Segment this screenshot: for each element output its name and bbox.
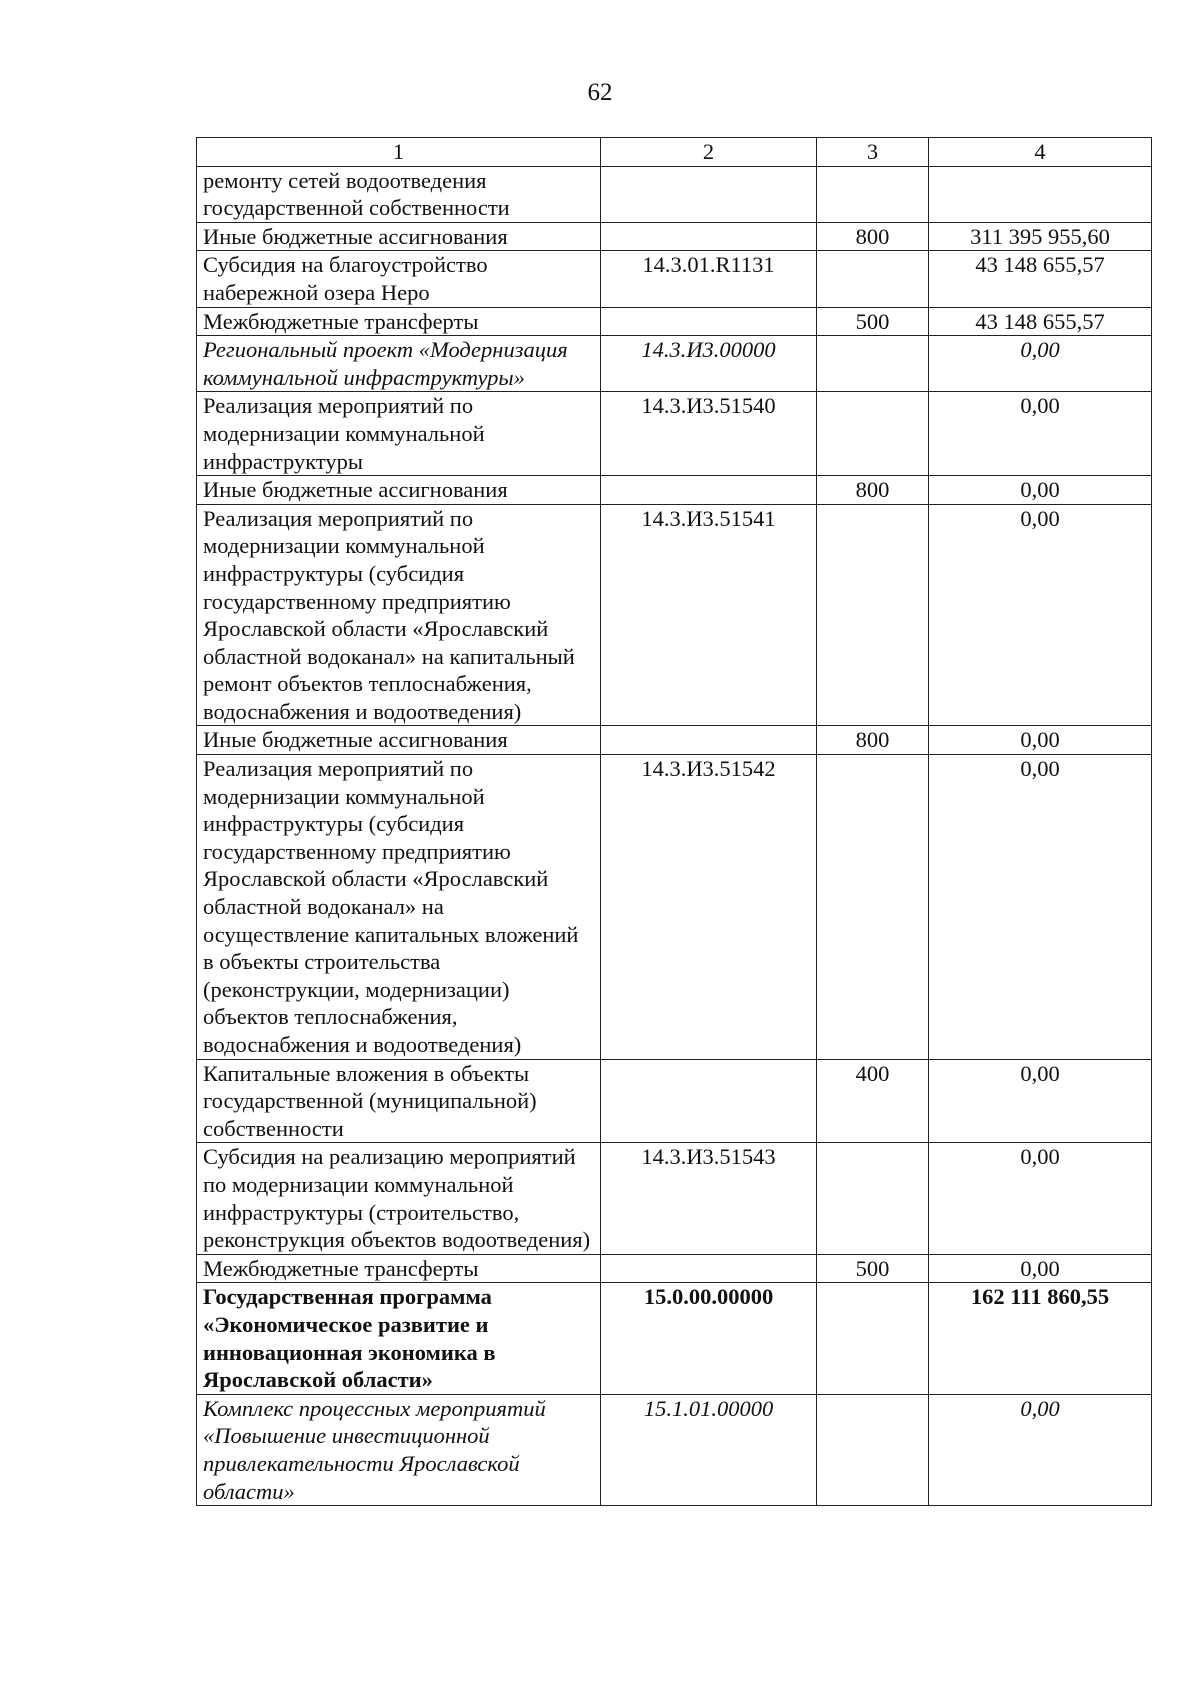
row-expense-type-cell <box>817 504 929 726</box>
row-expense-type-cell <box>817 755 929 1060</box>
row-amount-cell: 0,00 <box>929 1254 1152 1283</box>
row-amount-cell <box>929 166 1152 222</box>
header-col-1: 1 <box>197 138 601 167</box>
row-code-cell <box>601 166 817 222</box>
row-code-cell: 14.3.И3.51540 <box>601 392 817 476</box>
row-expense-type-cell <box>817 392 929 476</box>
row-amount-cell: 43 148 655,57 <box>929 251 1152 307</box>
row-expense-type-cell: 400 <box>817 1059 929 1143</box>
table-row <box>197 726 1152 755</box>
row-name-cell: Иные бюджетные ассигнования <box>197 476 601 505</box>
row-amount-cell: 0,00 <box>929 336 1152 392</box>
row-code-cell <box>601 1254 817 1283</box>
row-name-cell: Иные бюджетные ассигнования <box>197 726 601 755</box>
row-amount-cell: 0,00 <box>929 476 1152 505</box>
row-amount-cell: 0,00 <box>929 755 1152 1060</box>
row-code-cell: 14.3.01.R1131 <box>601 251 817 307</box>
table-row <box>197 251 1152 307</box>
page-number: 62 <box>587 79 613 106</box>
row-code-cell <box>601 222 817 251</box>
row-name-cell: Реализация мероприятий по модернизации коммунальной инфраструктуры <box>197 392 601 476</box>
table-row <box>197 307 1152 336</box>
row-amount-cell: 43 148 655,57 <box>929 307 1152 336</box>
row-amount-cell: 0,00 <box>929 1059 1152 1143</box>
row-code-cell <box>601 307 817 336</box>
budget-table <box>196 137 1152 1506</box>
table-row <box>197 1254 1152 1283</box>
table-row <box>197 1059 1152 1143</box>
row-code-cell: 14.3.И3.51541 <box>601 504 817 726</box>
header-col-4: 4 <box>929 138 1152 167</box>
row-expense-type-cell <box>817 1283 929 1394</box>
row-expense-type-cell: 800 <box>817 476 929 505</box>
row-name-cell: Субсидия на благоустройство набережной озера Неро <box>197 251 601 307</box>
table-row <box>197 222 1152 251</box>
table-row <box>197 1394 1152 1505</box>
row-expense-type-cell: 800 <box>817 726 929 755</box>
row-code-cell: 14.3.И3.51542 <box>601 755 817 1060</box>
row-amount-cell: 0,00 <box>929 726 1152 755</box>
table-header-row <box>197 138 1152 167</box>
row-code-cell: 15.1.01.00000 <box>601 1394 817 1505</box>
row-code-cell: 14.3.И3.00000 <box>601 336 817 392</box>
row-name-cell: Субсидия на реализацию мероприятий по модернизации коммунальной инфраструктуры (строительство, реконструкция объектов водоотведения) <box>197 1143 601 1254</box>
row-code-cell <box>601 726 817 755</box>
row-name-cell: Иные бюджетные ассигнования <box>197 222 601 251</box>
row-name-cell: Капитальные вложения в объекты государственной (муниципальной) собственности <box>197 1059 601 1143</box>
row-amount-cell: 0,00 <box>929 1394 1152 1505</box>
row-code-cell <box>601 476 817 505</box>
row-name-cell: Региональный проект «Модернизация коммунальной инфраструктуры» <box>197 336 601 392</box>
row-expense-type-cell <box>817 251 929 307</box>
row-name-cell: Комплекс процессных мероприятий «Повышение инвестиционной привлекательности Ярославской области» <box>197 1394 601 1505</box>
row-name-cell: Межбюджетные трансферты <box>197 1254 601 1283</box>
row-amount-cell: 0,00 <box>929 392 1152 476</box>
header-col-2: 2 <box>601 138 817 167</box>
row-code-cell <box>601 1059 817 1143</box>
row-expense-type-cell: 500 <box>817 307 929 336</box>
table-row <box>197 1283 1152 1394</box>
row-name-cell: Государственная программа «Экономическое развитие и инновационная экономика в Ярославской области» <box>197 1283 601 1394</box>
row-expense-type-cell <box>817 166 929 222</box>
header-col-3: 3 <box>817 138 929 167</box>
row-expense-type-cell <box>817 1394 929 1505</box>
row-name-cell: Реализация мероприятий по модернизации коммунальной инфраструктуры (субсидия государственному предприятию Ярославской области «Ярославский областной водоканал» на капитальный ремонт объектов теплоснабжения, водоснабжения и водоотведения) <box>197 504 601 726</box>
table-row <box>197 1143 1152 1254</box>
table-row <box>197 336 1152 392</box>
budget-table-body <box>197 138 1152 1506</box>
row-expense-type-cell <box>817 1143 929 1254</box>
table-row <box>197 166 1152 222</box>
row-amount-cell: 311 395 955,60 <box>929 222 1152 251</box>
row-amount-cell: 162 111 860,55 <box>929 1283 1152 1394</box>
row-code-cell: 15.0.00.00000 <box>601 1283 817 1394</box>
row-expense-type-cell: 500 <box>817 1254 929 1283</box>
row-name-cell: Реализация мероприятий по модернизации коммунальной инфраструктуры (субсидия государственному предприятию Ярославской области «Ярославский областной водоканал» на осуществление капитальных вложений в объекты строительства (реконструкции, модернизации) объектов теплоснабжения, водоснабжения и водоотведения) <box>197 755 601 1060</box>
table-row <box>197 476 1152 505</box>
row-expense-type-cell <box>817 336 929 392</box>
row-expense-type-cell: 800 <box>817 222 929 251</box>
table-row <box>197 392 1152 476</box>
table-row <box>197 755 1152 1060</box>
row-amount-cell: 0,00 <box>929 1143 1152 1254</box>
row-amount-cell: 0,00 <box>929 504 1152 726</box>
row-name-cell: Межбюджетные трансферты <box>197 307 601 336</box>
row-name-cell: ремонту сетей водоотведения государственной собственности <box>197 166 601 222</box>
table-row <box>197 504 1152 726</box>
row-code-cell: 14.3.И3.51543 <box>601 1143 817 1254</box>
